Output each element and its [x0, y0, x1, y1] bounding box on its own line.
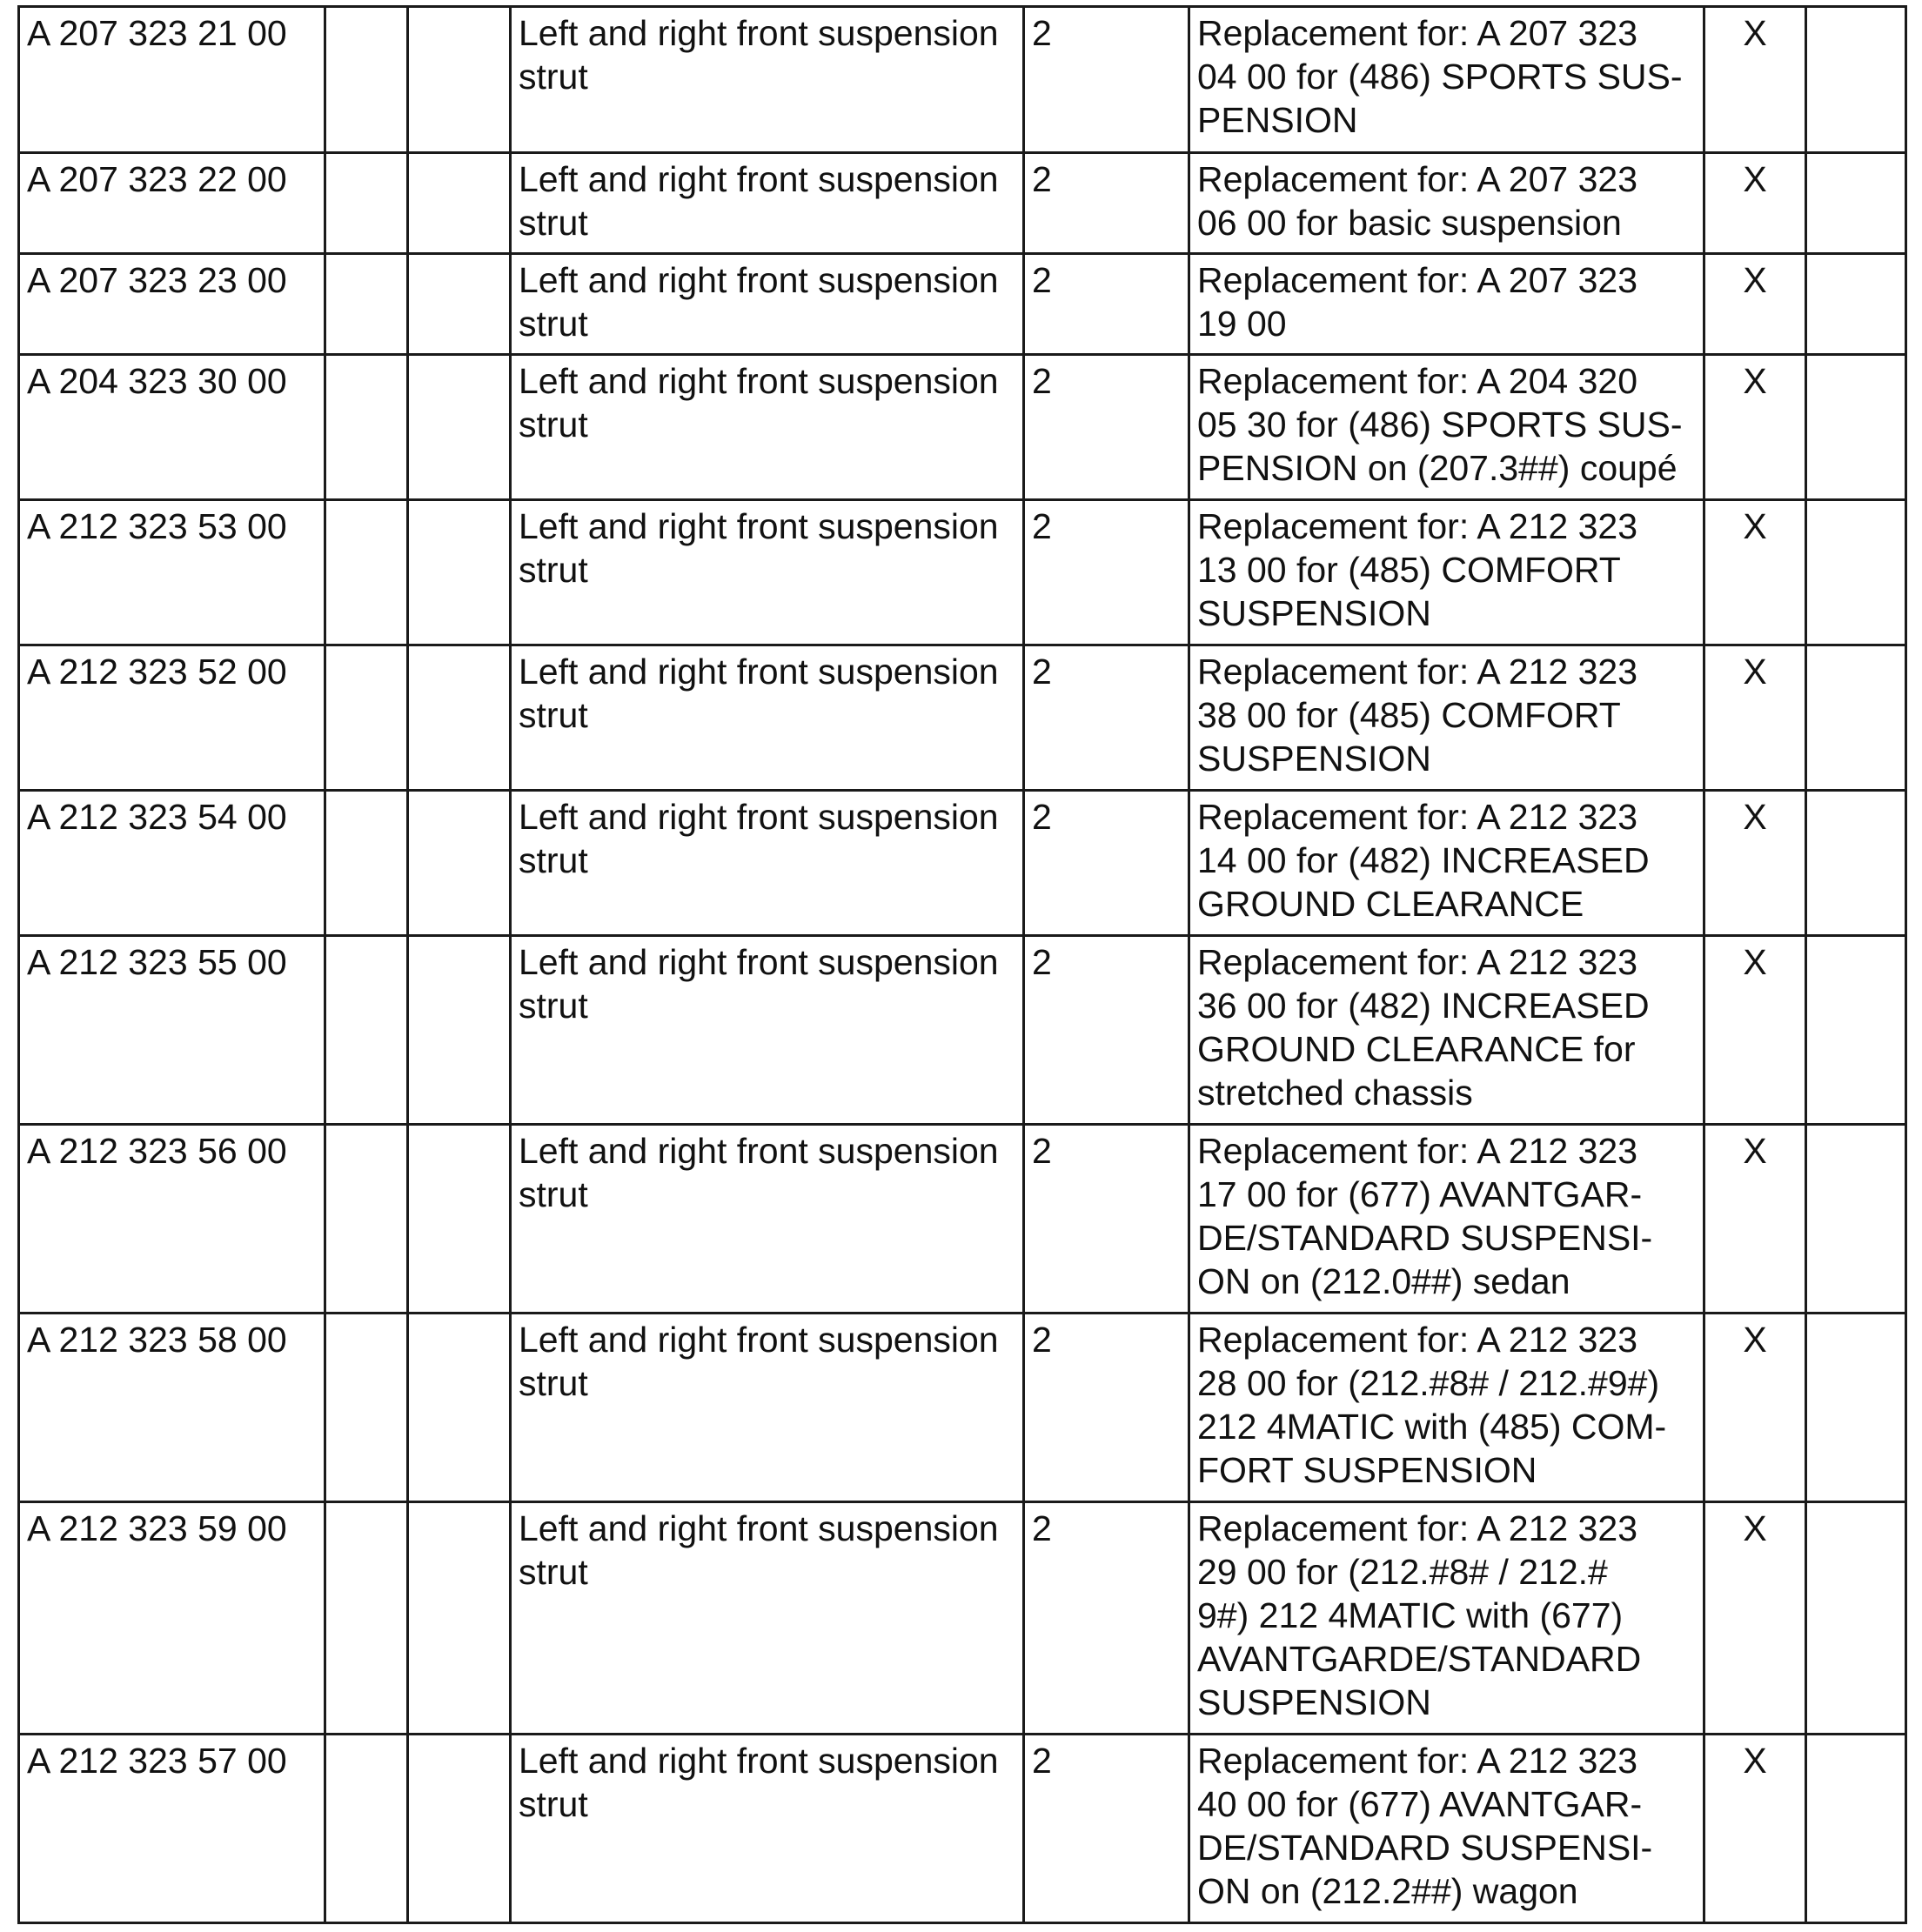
replacement-note-cell: Replacement for: A 212 323 38 00 for (485) COMFORT SUSPENSION [1189, 645, 1704, 791]
replacement-note-cell: Replacement for: A 212 323 13 00 for (485) COMFORT SUSPENSION [1189, 500, 1704, 645]
description-cell: Left and right front suspension strut [511, 1502, 1024, 1735]
quantity-cell: 2 [1024, 1314, 1189, 1502]
mark-cell: X [1704, 645, 1806, 791]
empty-cell [1806, 1502, 1906, 1735]
table-row [19, 254, 1906, 355]
table-row [19, 355, 1906, 500]
mark-cell: X [1704, 7, 1806, 153]
quantity-cell: 2 [1024, 645, 1189, 791]
mark-cell: X [1704, 355, 1806, 500]
empty-cell [408, 1125, 511, 1314]
part-number-cell: A 212 323 58 00 [19, 1314, 325, 1502]
part-number-cell: A 204 323 30 00 [19, 355, 325, 500]
quantity-cell: 2 [1024, 254, 1189, 355]
quantity-cell: 2 [1024, 7, 1189, 153]
empty-cell [408, 254, 511, 355]
mark-cell: X [1704, 1125, 1806, 1314]
table-row [19, 645, 1906, 791]
description-cell: Left and right front suspension strut [511, 153, 1024, 254]
empty-cell [1806, 791, 1906, 936]
table-row [19, 1314, 1906, 1502]
description-cell: Left and right front suspension strut [511, 1314, 1024, 1502]
empty-cell [408, 1735, 511, 1923]
mark-cell: X [1704, 254, 1806, 355]
quantity-cell: 2 [1024, 791, 1189, 936]
part-number-cell: A 212 323 56 00 [19, 1125, 325, 1314]
part-number-cell: A 207 323 23 00 [19, 254, 325, 355]
empty-cell [1806, 645, 1906, 791]
empty-cell [408, 1314, 511, 1502]
empty-cell [325, 791, 408, 936]
description-cell: Left and right front suspension strut [511, 7, 1024, 153]
part-number-cell: A 212 323 59 00 [19, 1502, 325, 1735]
description-cell: Left and right front suspension strut [511, 500, 1024, 645]
empty-cell [325, 7, 408, 153]
table-row [19, 1502, 1906, 1735]
description-cell: Left and right front suspension strut [511, 936, 1024, 1125]
replacement-note-cell: Replacement for: A 207 323 19 00 [1189, 254, 1704, 355]
replacement-note-cell: Replacement for: A 212 323 29 00 for (212.#8# / 212.# 9#) 212 4MATIC with (677) AVANTGARDE/STANDARD SUSPENSION [1189, 1502, 1704, 1735]
replacement-note-cell: Replacement for: A 204 320 05 30 for (486) SPORTS SUS- PENSION on (207.3##) coupé [1189, 355, 1704, 500]
description-cell: Left and right front suspension strut [511, 355, 1024, 500]
mark-cell: X [1704, 153, 1806, 254]
part-number-cell: A 212 323 52 00 [19, 645, 325, 791]
empty-cell [325, 355, 408, 500]
empty-cell [408, 645, 511, 791]
table-row [19, 936, 1906, 1125]
quantity-cell: 2 [1024, 500, 1189, 645]
replacement-note-cell: Replacement for: A 212 323 14 00 for (482) INCREASED GROUND CLEARANCE [1189, 791, 1704, 936]
mark-cell: X [1704, 500, 1806, 645]
part-number-cell: A 212 323 53 00 [19, 500, 325, 645]
part-number-cell: A 212 323 55 00 [19, 936, 325, 1125]
table-row [19, 791, 1906, 936]
mark-cell: X [1704, 1502, 1806, 1735]
mark-cell: X [1704, 936, 1806, 1125]
empty-cell [1806, 1314, 1906, 1502]
table-row [19, 500, 1906, 645]
mark-cell: X [1704, 1314, 1806, 1502]
empty-cell [1806, 153, 1906, 254]
empty-cell [325, 1314, 408, 1502]
empty-cell [1806, 355, 1906, 500]
empty-cell [1806, 500, 1906, 645]
empty-cell [408, 1502, 511, 1735]
empty-cell [325, 645, 408, 791]
quantity-cell: 2 [1024, 153, 1189, 254]
quantity-cell: 2 [1024, 936, 1189, 1125]
quantity-cell: 2 [1024, 355, 1189, 500]
empty-cell [325, 1502, 408, 1735]
replacement-note-cell: Replacement for: A 212 323 17 00 for (677) AVANTGAR- DE/STANDARD SUSPENSI- ON on (212.0##) sedan [1189, 1125, 1704, 1314]
part-number-cell: A 212 323 57 00 [19, 1735, 325, 1923]
description-cell: Left and right front suspension strut [511, 1125, 1024, 1314]
replacement-note-cell: Replacement for: A 212 323 40 00 for (677) AVANTGAR- DE/STANDARD SUSPENSI- ON on (212.2##) wagon [1189, 1735, 1704, 1923]
empty-cell [408, 153, 511, 254]
description-cell: Left and right front suspension strut [511, 1735, 1024, 1923]
mark-cell: X [1704, 1735, 1806, 1923]
part-number-cell: A 207 323 21 00 [19, 7, 325, 153]
table-row [19, 153, 1906, 254]
empty-cell [325, 254, 408, 355]
replacement-note-cell: Replacement for: A 207 323 04 00 for (486) SPORTS SUS- PENSION [1189, 7, 1704, 153]
description-cell: Left and right front suspension strut [511, 254, 1024, 355]
replacement-note-cell: Replacement for: A 212 323 36 00 for (482) INCREASED GROUND CLEARANCE for stretched chassis [1189, 936, 1704, 1125]
mark-cell: X [1704, 791, 1806, 936]
quantity-cell: 2 [1024, 1125, 1189, 1314]
empty-cell [325, 500, 408, 645]
empty-cell [408, 791, 511, 936]
parts-table-body [19, 7, 1906, 1923]
table-row [19, 1735, 1906, 1923]
empty-cell [1806, 7, 1906, 153]
replacement-note-cell: Replacement for: A 207 323 06 00 for basic suspension [1189, 153, 1704, 254]
table-row [19, 7, 1906, 153]
part-number-cell: A 207 323 22 00 [19, 153, 325, 254]
parts-table [17, 5, 1907, 1924]
replacement-note-cell: Replacement for: A 212 323 28 00 for (212.#8# / 212.#9#) 212 4MATIC with (485) COM- FORT SUSPENSION [1189, 1314, 1704, 1502]
description-cell: Left and right front suspension strut [511, 791, 1024, 936]
empty-cell [325, 1125, 408, 1314]
quantity-cell: 2 [1024, 1735, 1189, 1923]
empty-cell [408, 355, 511, 500]
empty-cell [325, 936, 408, 1125]
empty-cell [325, 153, 408, 254]
empty-cell [408, 936, 511, 1125]
part-number-cell: A 212 323 54 00 [19, 791, 325, 936]
empty-cell [1806, 1735, 1906, 1923]
empty-cell [325, 1735, 408, 1923]
empty-cell [1806, 254, 1906, 355]
empty-cell [408, 500, 511, 645]
empty-cell [1806, 1125, 1906, 1314]
empty-cell [408, 7, 511, 153]
quantity-cell: 2 [1024, 1502, 1189, 1735]
empty-cell [1806, 936, 1906, 1125]
description-cell: Left and right front suspension strut [511, 645, 1024, 791]
table-row [19, 1125, 1906, 1314]
